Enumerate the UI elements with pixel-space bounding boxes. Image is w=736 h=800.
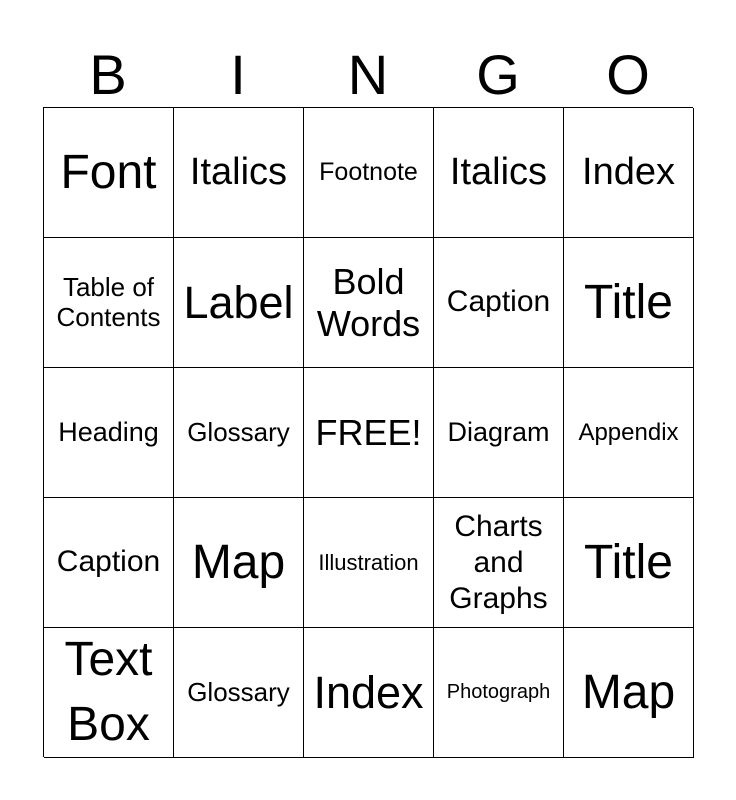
bingo-cell-r3-c4[interactable] (434, 368, 564, 498)
cell-label: Caption (446, 285, 551, 319)
bingo-cell-r5-c1[interactable] (44, 628, 174, 758)
header-letter-o: O (606, 43, 650, 106)
cell-label: Heading (58, 416, 159, 447)
cell-label: Italics (189, 150, 288, 193)
cell-label: Glossary (187, 676, 290, 707)
cell-label: Footnote (319, 158, 418, 187)
bingo-cell-r1-c5[interactable] (564, 108, 694, 238)
bingo-board (43, 107, 693, 757)
cell-label: Glossary (187, 416, 290, 447)
bingo-cell-r4-c3[interactable] (304, 498, 434, 628)
bingo-header (43, 44, 693, 106)
bingo-cell-r4-c5[interactable] (564, 498, 694, 628)
bingo-cell-r2-c2[interactable] (174, 238, 304, 368)
bingo-cell-r1-c4[interactable] (434, 108, 564, 238)
cell-label: Appendix (578, 418, 679, 446)
cell-label: Diagram (447, 416, 550, 447)
header-letter-i: I (230, 43, 246, 106)
cell-label: Map (191, 535, 286, 589)
bingo-cell-r4-c2[interactable] (174, 498, 304, 628)
cell-label: Charts and Graphs (449, 509, 548, 615)
header-letter-g: G (476, 43, 520, 106)
cell-label: Photograph (446, 681, 551, 703)
bingo-cell-r3-c5[interactable] (564, 368, 694, 498)
bingo-cell-r4-c4[interactable] (434, 498, 564, 628)
bingo-cell-r5-c3[interactable] (304, 628, 434, 758)
header-letter-n: N (347, 43, 389, 106)
cell-label: Illustration (318, 549, 419, 575)
bingo-cell-r1-c2[interactable] (174, 108, 304, 238)
free-space-label: FREE! (315, 411, 422, 453)
bingo-cell-r5-c4[interactable] (434, 628, 564, 758)
cell-label: Title (584, 275, 673, 329)
bingo-cell-r2-c3[interactable] (304, 238, 434, 368)
cell-label: Map (581, 665, 676, 719)
bingo-cell-free[interactable] (304, 368, 434, 498)
cell-label: Index (313, 666, 424, 718)
bingo-cell-r5-c2[interactable] (174, 628, 304, 758)
cell-label: Bold Words (316, 261, 421, 344)
bingo-cell-r3-c2[interactable] (174, 368, 304, 498)
cell-label: Table of Contents (56, 271, 161, 332)
bingo-cell-r1-c1[interactable] (44, 108, 174, 238)
bingo-cell-r5-c5[interactable] (564, 628, 694, 758)
cell-label: Italics (449, 150, 548, 193)
bingo-cell-r2-c4[interactable] (434, 238, 564, 368)
cell-label: Caption (56, 545, 161, 579)
cell-label: Label (183, 276, 294, 328)
cell-label: Index (582, 150, 675, 193)
bingo-cell-r2-c5[interactable] (564, 238, 694, 368)
bingo-cell-r1-c3[interactable] (304, 108, 434, 238)
bingo-cell-r3-c1[interactable] (44, 368, 174, 498)
bingo-cell-r2-c1[interactable] (44, 238, 174, 368)
header-letter-b: B (89, 43, 127, 106)
cell-label: Font (60, 145, 157, 199)
cell-label: Title (584, 535, 673, 589)
bingo-cell-r4-c1[interactable] (44, 498, 174, 628)
cell-label: Text Box (64, 632, 153, 751)
